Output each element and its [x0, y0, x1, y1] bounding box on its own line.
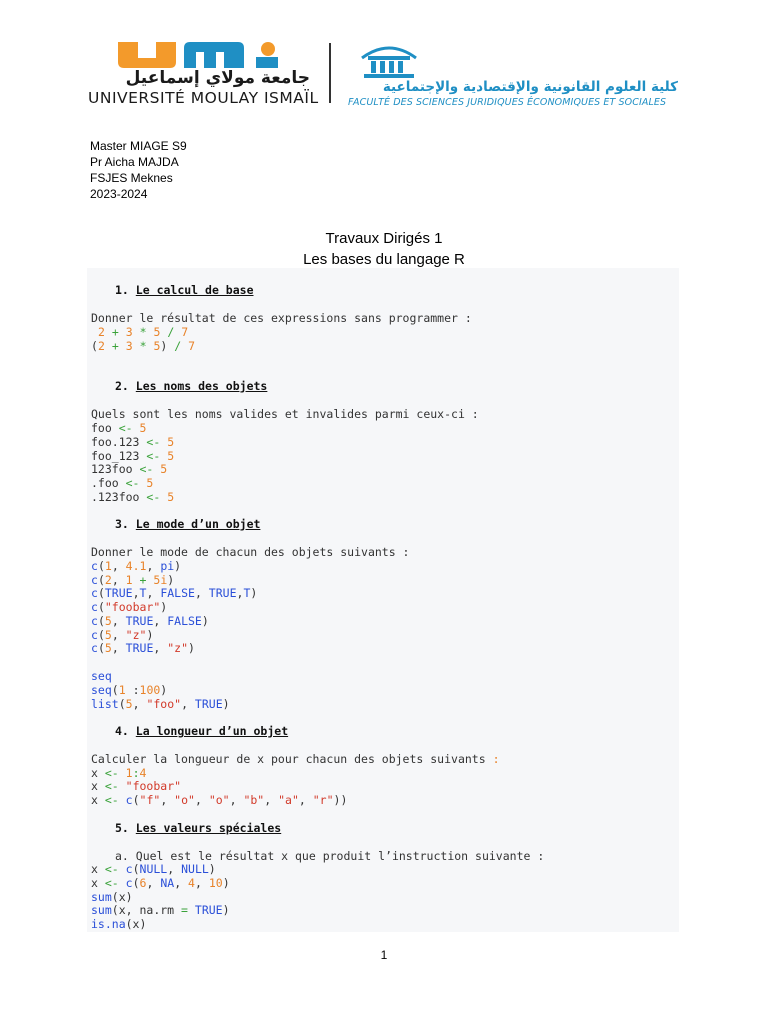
code-token: ): [222, 903, 230, 917]
code-token: ,: [229, 793, 244, 807]
code-token-str: "foobar": [125, 779, 182, 793]
section-prompt-4: [91, 752, 500, 766]
code-token-num: :: [492, 752, 500, 766]
code-line: [91, 697, 230, 711]
code-token: (: [91, 339, 98, 353]
code-token: [119, 793, 126, 807]
section-prompt-2: Quels sont les noms valides et invalides parmi ceux-ci :: [91, 407, 479, 421]
code-line: [91, 683, 167, 697]
code-token: (x, na.rm: [111, 903, 182, 917]
code-token: (: [132, 876, 140, 890]
course-year: 2023-2024: [90, 187, 148, 201]
code-token-num: 5: [104, 628, 112, 642]
code-token: [188, 903, 195, 917]
code-token-op: <-: [139, 462, 154, 476]
code-token: ): [160, 600, 168, 614]
code-token-num: 5i: [153, 573, 168, 587]
code-token-kw: sum: [91, 903, 112, 917]
code-token: (: [132, 862, 140, 876]
fsjes-arabic-name: كلية العلوم القانونية والإقتصادية والإجتماعية: [382, 79, 678, 95]
section-prompt-1: Donner le résultat de ces expressions sans programmer :: [91, 311, 472, 325]
code-token-kw: seq: [91, 683, 112, 697]
code-token: (: [97, 641, 105, 655]
code-token-kw: c: [91, 614, 98, 628]
course-institution: FSJES Meknes: [90, 171, 173, 185]
code-token: [133, 325, 140, 339]
code-token-op: +: [111, 339, 119, 353]
code-token-num: 4: [188, 876, 195, 890]
code-token: x: [91, 793, 105, 807]
code-token: ,: [194, 876, 209, 890]
code-token: foo_123: [91, 449, 147, 463]
umi-arabic-name: جامعة مولاي إسماعيل: [125, 68, 310, 88]
code-line: [91, 449, 174, 463]
code-token-op: /: [167, 325, 175, 339]
code-line: [91, 917, 146, 931]
code-token-num: 6: [139, 876, 147, 890]
code-token: x: [91, 779, 105, 793]
code-token: )): [333, 793, 348, 807]
code-token: ): [250, 586, 258, 600]
code-line: [91, 586, 257, 600]
code-token: foo: [91, 421, 119, 435]
code-line: [91, 641, 195, 655]
code-token-kw: T: [243, 586, 251, 600]
code-token-op: <-: [146, 449, 161, 463]
code-token: (: [111, 683, 119, 697]
code-token-num: 1: [104, 559, 112, 573]
code-token-num: 1: [125, 573, 133, 587]
code-token-str: "o": [208, 793, 230, 807]
code-token-num: 2: [97, 325, 105, 339]
section-heading-3: 3. Le mode d’un objet: [115, 517, 261, 531]
code-line: [91, 435, 174, 449]
code-token: ,: [132, 586, 140, 600]
code-line: [91, 339, 195, 353]
code-line: [91, 421, 146, 435]
code-token-num: 4.1: [125, 559, 147, 573]
code-token-num: 5: [160, 462, 168, 476]
code-token-kw: NULL: [139, 862, 168, 876]
code-line: [91, 793, 347, 807]
code-token: (: [97, 586, 105, 600]
code-token-num: 5: [167, 435, 175, 449]
code-token-op: :: [132, 766, 140, 780]
code-token: ,: [111, 641, 126, 655]
code-token-kw: FALSE: [167, 614, 202, 628]
code-token-kw: list: [91, 697, 119, 711]
code-token: ): [174, 559, 182, 573]
code-line: [91, 600, 167, 614]
code-line: [91, 573, 174, 587]
course-program: Master MIAGE S9: [90, 139, 187, 153]
code-line: [91, 903, 230, 917]
code-token: :: [125, 683, 140, 697]
code-token-kw: c: [91, 559, 98, 573]
code-token: ,: [146, 876, 161, 890]
code-token: ,: [181, 697, 195, 711]
code-line: [91, 628, 153, 642]
section-heading-5: 5. Les valeurs spéciales: [115, 821, 282, 835]
code-token: [119, 862, 126, 876]
code-token-kw: TRUE: [208, 586, 237, 600]
umi-letters-graphic: [116, 40, 291, 70]
code-token: ,: [146, 586, 161, 600]
code-line: [91, 614, 209, 628]
code-token: ,: [160, 793, 175, 807]
code-token: ): [167, 573, 175, 587]
code-token: foo.123: [91, 435, 147, 449]
code-token-kw: c: [91, 628, 98, 642]
code-token-kw: NA: [160, 876, 175, 890]
code-token-op: <-: [104, 766, 119, 780]
code-token-num: 5: [167, 490, 175, 504]
page-number: 1: [380, 948, 388, 962]
code-token: ,: [194, 793, 209, 807]
fsjes-logo: [348, 40, 683, 108]
code-token: [119, 766, 126, 780]
code-token: (: [97, 614, 105, 628]
code-token-str: "foobar": [104, 600, 161, 614]
code-token-num: 5: [139, 421, 147, 435]
code-token: 123foo: [91, 462, 140, 476]
code-token-op: <-: [104, 779, 119, 793]
code-token-kw: T: [139, 586, 147, 600]
code-token: ,: [111, 614, 126, 628]
code-token-kw: c: [91, 573, 98, 587]
section-heading-1: 1. Le calcul de base: [115, 283, 254, 297]
code-line: [91, 766, 146, 780]
code-token-op: +: [139, 573, 147, 587]
code-token-op: =: [181, 903, 188, 917]
code-token: ,: [298, 793, 313, 807]
section-prompt-3: Donner le mode de chacun des objets suivants :: [91, 545, 410, 559]
code-token: ,: [264, 793, 279, 807]
code-token: ): [222, 697, 230, 711]
code-token-op: <-: [104, 876, 119, 890]
code-token-num: 2: [104, 573, 112, 587]
code-token-num: 7: [181, 325, 189, 339]
code-token: ): [201, 614, 209, 628]
code-token: ,: [174, 876, 189, 890]
code-token: .123foo: [91, 490, 147, 504]
code-token-op: <-: [118, 421, 133, 435]
code-token-op: *: [139, 325, 147, 339]
code-line: [91, 862, 216, 876]
code-token: ,: [167, 862, 182, 876]
code-line: [91, 779, 181, 793]
code-token: ): [208, 862, 216, 876]
umi-logo: [88, 40, 319, 108]
code-token-kw: seq: [91, 669, 112, 683]
code-token-num: 5: [153, 325, 161, 339]
code-token-str: "z": [167, 641, 189, 655]
code-token-op: *: [139, 339, 147, 353]
code-line: [91, 876, 230, 890]
code-token-op: <-: [104, 862, 119, 876]
code-token-op: +: [111, 325, 119, 339]
section-prompt-5: a. Quel est le résultat x que produit l’instruction suivante :: [115, 849, 545, 863]
code-line: [91, 325, 188, 339]
code-token: ): [188, 641, 195, 655]
code-token: [105, 339, 112, 353]
header-divider: [329, 43, 331, 103]
code-token-str: "f": [139, 793, 161, 807]
code-token-str: "r": [312, 793, 334, 807]
code-token-kw: pi: [160, 559, 175, 573]
code-token: ,: [111, 573, 126, 587]
code-token: [105, 325, 112, 339]
code-token: [133, 339, 140, 353]
course-professor: Pr Aicha MAJDA: [90, 155, 179, 169]
code-token: .foo: [91, 476, 126, 490]
code-token: ): [160, 683, 168, 697]
code-token-num: 7: [188, 339, 196, 353]
code-token-kw: c: [91, 586, 98, 600]
section-heading-4: 4. La longueur d’un objet: [115, 724, 289, 738]
code-token-kw: NULL: [181, 862, 209, 876]
code-token-num: 5: [104, 614, 112, 628]
code-token-kw: TRUE: [194, 903, 223, 917]
code-token-kw: TRUE: [194, 697, 223, 711]
code-token-str: "a": [278, 793, 299, 807]
code-token-kw: FALSE: [160, 586, 195, 600]
code-token: ): [160, 339, 175, 353]
code-token-num: 5: [125, 697, 133, 711]
code-token-num: 2: [97, 339, 105, 353]
code-token-str: "z": [125, 628, 147, 642]
code-line: [91, 490, 174, 504]
fsjes-latin-name: FACULTÉ DES SCIENCES JURIDIQUES ÉCONOMIQUES ET SOCIALES: [348, 97, 667, 108]
code-line: [91, 462, 167, 476]
code-token: [91, 325, 98, 339]
code-token-kw: TRUE: [125, 614, 154, 628]
umi-latin-name: UNIVERSITÉ MOULAY ISMAÏL: [88, 89, 319, 107]
code-token-kw: TRUE: [104, 586, 133, 600]
code-token-op: <-: [125, 476, 140, 490]
code-token: [119, 339, 126, 353]
code-token: (: [118, 697, 126, 711]
document-title: Travaux Dirigés 1: [325, 230, 443, 247]
code-token-kw: c: [91, 600, 98, 614]
code-token: ,: [153, 641, 168, 655]
code-token: (: [97, 573, 105, 587]
code-line: [91, 559, 181, 573]
code-token-num: 4: [139, 766, 147, 780]
code-token: (: [97, 600, 105, 614]
code-token-kw: c: [125, 862, 133, 876]
code-token: ,: [111, 628, 126, 642]
code-token: (x): [111, 890, 133, 904]
code-token-num: 10: [208, 876, 223, 890]
course-info: [90, 138, 187, 202]
code-token-kw: c: [125, 793, 133, 807]
code-token-num: 3: [125, 325, 133, 339]
code-token-op: <-: [146, 435, 161, 449]
code-token: (: [132, 793, 140, 807]
code-token: x: [91, 862, 105, 876]
code-token-op: <-: [104, 793, 119, 807]
code-token: [119, 325, 126, 339]
code-token-op: <-: [146, 490, 161, 504]
code-token-num: 5: [146, 476, 154, 490]
code-token-kw: c: [91, 641, 98, 655]
code-line: [91, 890, 133, 904]
code-line: [91, 476, 153, 490]
code-token-kw: TRUE: [125, 641, 154, 655]
code-token: ,: [194, 586, 209, 600]
document-subtitle: Les bases du langage R: [303, 251, 465, 268]
code-token: ,: [236, 586, 244, 600]
code-token-kw: is.na: [91, 917, 126, 931]
code-token: ): [222, 876, 230, 890]
code-token-kw: sum: [91, 890, 112, 904]
code-token-num: 5: [167, 449, 175, 463]
code-token-num: 5: [104, 641, 112, 655]
code-token-kw: c: [125, 876, 133, 890]
code-token-num: 1: [125, 766, 133, 780]
code-token: ,: [153, 614, 168, 628]
code-token: x: [91, 876, 105, 890]
code-token-str: "foo": [146, 697, 182, 711]
code-token: x: [91, 766, 105, 780]
code-token: ,: [132, 697, 147, 711]
code-token-num: 5: [153, 339, 161, 353]
code-token-num: 100: [139, 683, 161, 697]
code-token: Calculer la longueur de x pour chacun des objets suivants: [91, 752, 493, 766]
code-token: [133, 421, 140, 435]
code-token-num: 1: [118, 683, 126, 697]
code-token-num: 3: [125, 339, 133, 353]
code-token: ,: [111, 559, 126, 573]
code-token: (x): [125, 917, 147, 931]
code-token: [119, 876, 126, 890]
code-token: ,: [146, 559, 161, 573]
code-token-str: "b": [243, 793, 265, 807]
code-token: (: [97, 559, 105, 573]
section-heading-2: 2. Les noms des objets: [115, 379, 268, 393]
code-token: [119, 779, 126, 793]
code-token: ): [146, 628, 154, 642]
code-token: [133, 573, 140, 587]
fsjes-building-icon: [358, 40, 420, 80]
code-line: [91, 669, 112, 683]
code-token-op: /: [174, 339, 182, 353]
code-token-str: "o": [174, 793, 195, 807]
code-token: (: [97, 628, 105, 642]
